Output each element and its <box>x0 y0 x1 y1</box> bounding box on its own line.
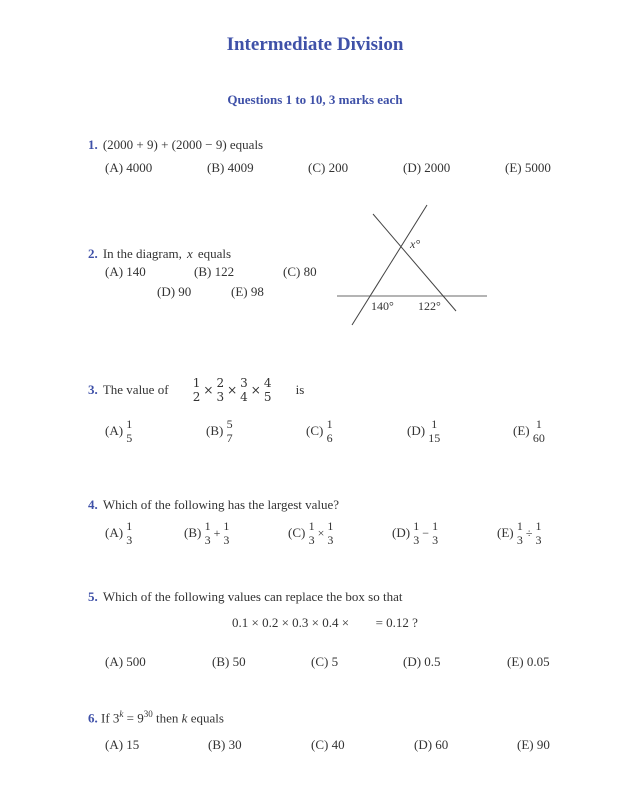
option-d[interactable]: (D) 60 <box>414 737 449 752</box>
option-d[interactable]: (D) 1 3 − 1 3 <box>392 519 439 547</box>
option-b[interactable]: (B) 5 7 <box>206 417 233 445</box>
question-number: 2. <box>88 246 98 261</box>
question-text-post: is <box>295 382 305 397</box>
option-b[interactable]: (B) 122 <box>194 264 235 279</box>
option-a[interactable]: (A) 15 <box>105 737 140 752</box>
exponent-30: 30 <box>143 709 153 719</box>
question-3-stem <box>88 376 304 404</box>
question-number: 6. <box>88 710 98 726</box>
page-title: Intermediate Division <box>226 34 404 55</box>
option-b[interactable]: (B) 50 <box>212 654 246 669</box>
question-text-post: equals <box>197 246 232 261</box>
question-text: Which of the following has the largest value? <box>102 497 340 512</box>
text-if: If 3 <box>101 710 120 726</box>
fraction-3-4: 3 4 <box>240 376 248 404</box>
fraction-1-2: 1 2 <box>192 376 201 404</box>
option-e[interactable]: (E) 5000 <box>505 160 551 175</box>
option-d[interactable]: (D) 90 <box>157 284 192 299</box>
option-b[interactable]: (B) 1 3 + 1 3 <box>184 519 230 547</box>
question-text: Which of the following values can replace the box so that <box>102 589 403 604</box>
variable-x: x <box>187 246 193 261</box>
option-e[interactable]: (E) 98 <box>231 284 264 299</box>
question-text-pre: In the diagram, <box>102 246 182 261</box>
equation-left: 0.1 × 0.2 × 0.3 × 0.4 × <box>232 615 350 630</box>
option-a[interactable]: (A) 140 <box>105 264 146 279</box>
angle-140-label: 140° <box>371 299 394 313</box>
times-operator: × <box>250 383 261 397</box>
times-operator: × <box>203 383 214 397</box>
question-number: 3. <box>88 382 98 397</box>
option-a[interactable]: (A) 1 5 <box>105 417 133 445</box>
option-a[interactable]: (A) 1 3 <box>105 519 133 547</box>
fraction-4-5: 4 5 <box>263 376 272 404</box>
question-text: (2000 + 9) + (2000 − 9) equals <box>102 137 264 152</box>
question-6-stem <box>88 709 224 726</box>
option-c[interactable]: (C) 200 <box>308 160 349 175</box>
angle-x-label: x° <box>410 237 421 251</box>
text-end: equals <box>187 710 224 726</box>
times-operator: × <box>227 383 238 397</box>
variable-k: k <box>181 710 188 726</box>
option-d[interactable]: (D) 1 15 <box>407 417 441 445</box>
option-c[interactable]: (C) 1 6 <box>306 417 333 445</box>
question-text-pre: The value of <box>102 382 169 397</box>
equation <box>232 615 418 631</box>
text-then: then <box>152 710 182 726</box>
option-a[interactable]: (A) 500 <box>105 654 146 669</box>
option-c[interactable]: (C) 5 <box>311 654 339 669</box>
option-e[interactable]: (E) 1 3 ÷ 1 3 <box>497 519 542 547</box>
question-2-stem <box>88 243 231 262</box>
question-number: 5. <box>88 589 98 604</box>
question-1-stem <box>88 134 263 153</box>
option-e[interactable]: (E) 1 60 <box>513 417 545 445</box>
question-number: 1. <box>88 137 98 152</box>
question-5-stem <box>88 586 402 605</box>
angle-diagram <box>330 200 500 335</box>
fraction-2-3: 2 3 <box>216 376 225 404</box>
angle-122-label: 122° <box>418 299 441 313</box>
option-c[interactable]: (C) 80 <box>283 264 317 279</box>
option-b[interactable]: (B) 4009 <box>207 160 254 175</box>
equation-right: = 0.12 ? <box>375 615 418 630</box>
section-subtitle: Questions 1 to 10, 3 marks each <box>227 92 403 107</box>
option-e[interactable]: (E) 90 <box>517 737 550 752</box>
question-number: 4. <box>88 497 98 512</box>
question-4-stem <box>88 494 339 513</box>
option-e[interactable]: (E) 0.05 <box>507 654 550 669</box>
option-c[interactable]: (C) 40 <box>311 737 345 752</box>
text-equals: = 9 <box>123 710 144 726</box>
option-d[interactable]: (D) 0.5 <box>403 654 441 669</box>
option-c[interactable]: (C) 1 3 × 1 3 <box>288 519 334 547</box>
option-b[interactable]: (B) 30 <box>208 737 242 752</box>
option-d[interactable]: (D) 2000 <box>403 160 451 175</box>
exponent-k: k <box>119 709 124 719</box>
option-a[interactable]: (A) 4000 <box>105 160 153 175</box>
